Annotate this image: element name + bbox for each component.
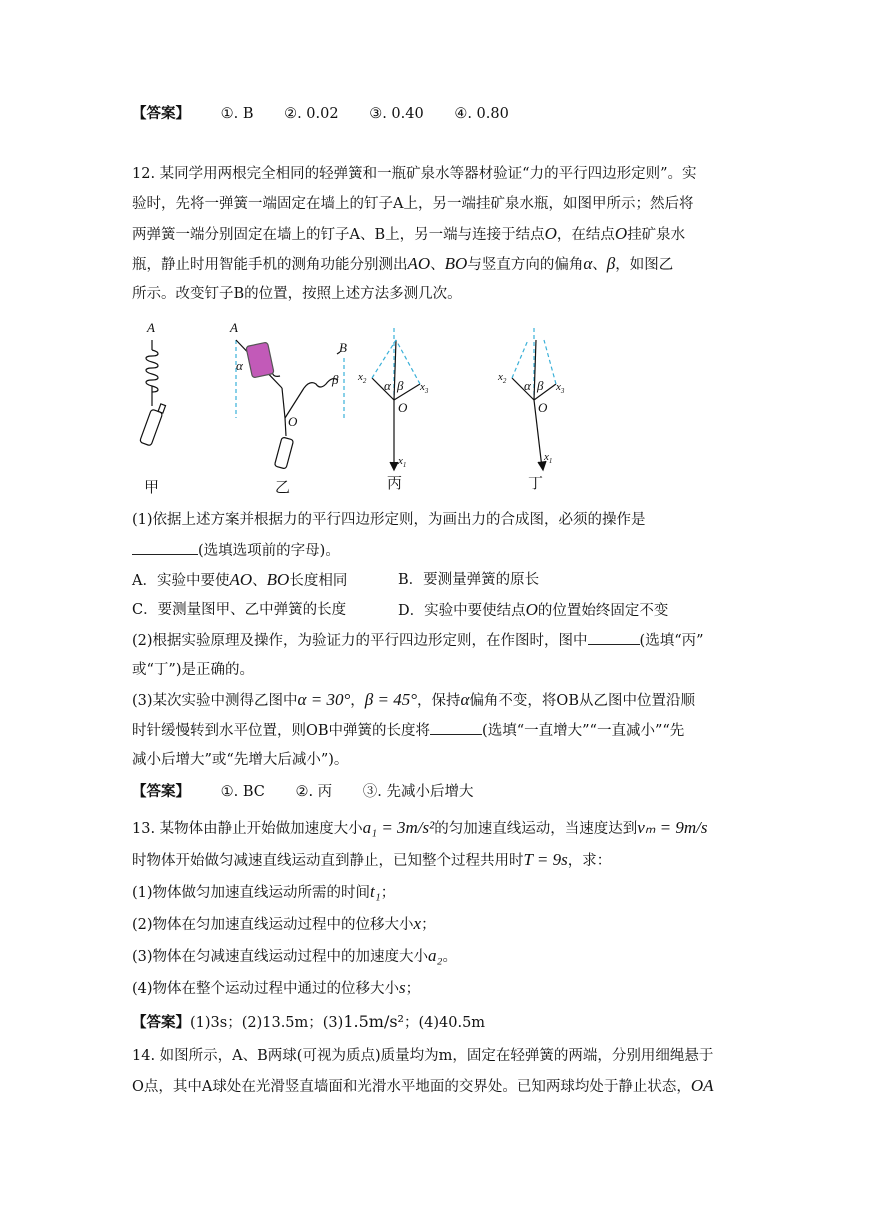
answer-blank [132,540,198,555]
label-x1-bing: $x_1$ [398,455,407,469]
label-alpha-bing: α [384,378,391,393]
q12-line-1: 12. 某同学用两根完全相同的轻弹簧和一瓶矿泉水等器材验证“力的平行四边形定则”。实 [132,166,697,182]
math-o: O [544,224,557,243]
text: (4)物体在整个运动过程中通过的位移大小 [132,981,400,997]
figure-ding [512,328,556,470]
math-s: s [399,978,406,997]
math-a1: a₁ = 3m/s² [362,818,435,837]
text: 、 [592,257,607,273]
answer-label: 【答案】 [132,783,190,800]
answer-blank [588,630,640,645]
caption-yi: 乙 [275,480,291,496]
label-x3-bing: $x_3$ [420,381,429,395]
option-b: B．要测量弹簧的原长 [398,572,540,588]
math-beta: β [606,254,616,273]
q12-part1-line2 [132,540,340,561]
math-ao: AO [407,254,431,273]
text: 13. 某物体由静止开始做加速度大小 [132,821,363,837]
label-alpha-yi: α [236,358,243,373]
q13-part4 [132,978,420,999]
answer-label: 【答案】 [132,105,190,122]
label-o-yi: O [288,414,298,429]
math-x: x [413,914,422,933]
math-t: T = 9s [523,850,568,869]
label-beta-ding: β [537,378,544,393]
text: 的匀加速直线运动，当速度达到 [434,821,638,837]
caption-jia: 甲 [144,480,160,496]
math-beta-value: β = 45° [364,690,417,709]
text: 、 [252,573,267,589]
label-beta-yi: β [332,372,339,387]
text: ； [421,917,436,933]
label-a-jia: A [147,320,155,335]
math-alpha: α [583,254,593,273]
math-o: O [614,224,628,243]
text: (选填“丙” [639,633,704,649]
text: (3)某次实验中测得乙图中 [132,693,298,709]
answer-blank [430,720,482,735]
text: (2)根据实验原理及操作，为验证力的平行四边形定则，在作图时，图中 [132,633,588,649]
q13-line2 [132,850,611,871]
q13-line1 [132,818,708,839]
text: 瓶，静止时用智能手机的测角功能分别测出 [132,257,408,273]
text: ，保持 [417,693,461,709]
q13-part2 [132,914,436,935]
label-x1-ding: $x_1$ [544,451,553,465]
text: ；(4)40.5m [403,1015,486,1031]
text: (3)物体在匀减速直线运动过程中的加速度大小 [132,949,429,965]
math-acc: 1.5m/s² [343,1012,404,1031]
label-o-bing: O [398,400,408,415]
figure-jia [140,340,166,446]
math-oa: OA [690,1076,714,1095]
q12-part3-line1 [132,690,695,711]
math-alpha-value: α = 30° [297,690,351,709]
answer-item: ③. 0.40 [369,106,424,122]
answer-item: ③. 先减小后增大 [362,784,474,800]
text: (选填“一直增大”“一直减小”“先 [482,723,685,739]
q14-line1: 14. 如图所示，A、B两球(可视为质点)质量均为m，固定在轻弹簧的两端，分别用细绳悬于 [132,1048,714,1064]
text: ， [350,693,365,709]
label-a-yi: A [230,320,238,335]
q12-part2-line2: 或“丁”)是正确的。 [132,662,254,678]
math-t1: t₁ [370,882,381,901]
answer-line-13 [132,1012,485,1033]
q12-line-3 [132,224,685,245]
text: ，在结点 [556,227,615,243]
label-x3-ding: $x_3$ [556,381,565,395]
answer-item: ①. BC [220,784,265,800]
text: 时物体开始做匀减速直线运动直到静止，已知整个过程共用时 [132,853,524,869]
text: 与竖直方向的偏角 [467,257,584,273]
option-d [398,600,668,621]
text: (2)物体在匀加速直线运动过程中的位移大小 [132,917,414,933]
answer-label: 【答案】 [132,1014,190,1031]
math-a2: a₂ [428,946,443,965]
text: 。 [442,949,457,965]
text: ，求： [567,853,612,869]
math-alpha: α [460,690,470,709]
label-o-ding: O [538,400,548,415]
label-x2-bing: $x_2$ [358,371,367,385]
label-b-yi: B [339,340,347,355]
text: ，如图乙 [615,257,674,273]
text: 长度相同 [289,573,348,589]
option-c: C．要测量图甲、乙中弹簧的长度 [132,602,347,618]
text: 的位置始终固定不变 [537,603,669,619]
text: D．实验中要使结点 [398,603,526,619]
answer-line-11 [132,104,509,124]
caption-ding: 丁 [528,476,544,492]
math-o: O [525,600,538,619]
q12-part3-line2 [132,720,684,741]
answer-item: ②. 0.02 [284,106,339,122]
figure-bing [372,328,420,470]
text: 、 [430,257,445,273]
experiment-figure [132,318,602,498]
q12-part2-line1 [132,630,704,651]
text: O点，其中A球处在光滑竖直墙面和光滑水平地面的交界处。已知两球均处于静止状态， [132,1079,691,1095]
text: (选填选项前的字母)。 [198,543,340,559]
q12-line-2: 验时，先将一弹簧一端固定在墙上的钉子A上，另一端挂矿泉水瓶，如图甲所示；然后将 [132,196,694,212]
figure-yi [236,340,344,469]
answer-line-12 [132,782,474,802]
label-beta-bing: β [397,378,404,393]
q13-part1 [132,882,395,903]
text: (1)3s；(2)13.5m；(3) [190,1015,344,1031]
caption-bing: 丙 [387,476,403,492]
answer-item: ①. B [220,106,254,122]
math-bo: BO [266,570,290,589]
label-x2-ding: $x_2$ [498,371,507,385]
q12-part1-line1: (1)依据上述方案并根据力的平行四边形定则，为画出力的合成图，必须的操作是 [132,512,646,528]
q12-line-4 [132,254,673,275]
text: ； [405,981,421,997]
option-a [132,570,347,591]
q14-line2 [132,1076,714,1097]
text: 两弹簧一端分别固定在墙上的钉子A、B上，另一端与连接于结点 [132,227,545,243]
math-bo: BO [444,254,468,273]
q12-part3-line3: 减小后增大”或“先增大后减小”)。 [132,752,349,768]
text: 偏角不变，将OB从乙图中位置沿顺 [469,693,695,709]
answer-item: ②. 丙 [295,784,333,800]
text: ； [380,885,396,901]
text: 挂矿泉水 [627,227,686,243]
answer-item: ④. 0.80 [454,106,509,122]
math-ao: AO [229,570,253,589]
text: (1)物体做匀加速直线运动所需的时间 [132,885,371,901]
q13-part3 [132,946,457,967]
text: 时针缓慢转到水平位置，则OB中弹簧的长度将 [132,723,431,739]
text: A．实验中要使 [132,573,230,589]
q12-line-5: 所示。改变钉子B的位置，按照上述方法多测几次。 [132,286,462,302]
label-alpha-ding: α [524,378,531,393]
math-vm: vₘ = 9m/s [637,818,708,837]
